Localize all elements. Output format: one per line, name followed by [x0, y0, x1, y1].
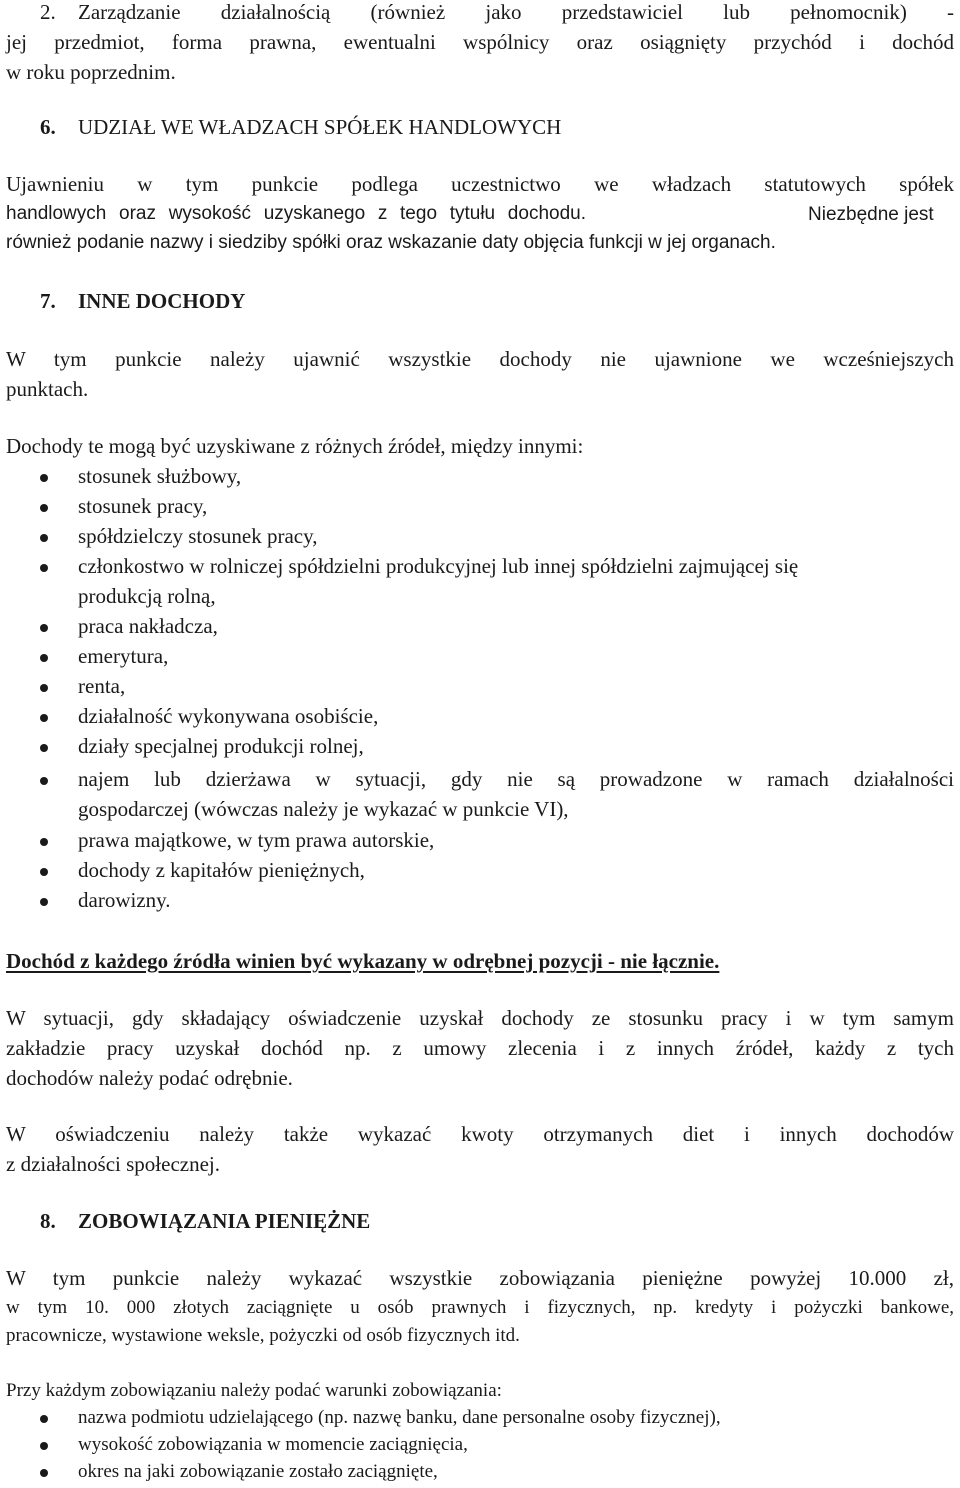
sources-lead: Dochody te mogą być uzyskiwane z różnych źródeł, między innymi: [6, 434, 584, 458]
bullet-icon [40, 654, 48, 662]
section-6-line-2: handlowych oraz wysokość uzyskanego z tego tytułu dochodu. [6, 203, 586, 224]
condition-item: okres na jaki zobowiązanie zostało zaciągnięte, [78, 1461, 438, 1482]
section-6-line-2b: Niezbędne jest [808, 204, 934, 225]
bullet-icon [40, 624, 48, 632]
bullet-icon [40, 777, 48, 785]
section-8-number: 8. [40, 1209, 56, 1233]
condition-item: wysokość zobowiązania w momencie zaciągnięcia, [78, 1434, 468, 1455]
source-item: praca nakładcza, [78, 614, 218, 638]
bullet-icon [40, 564, 48, 572]
section-7-intro-line-2: punktach. [6, 377, 89, 401]
bullet-icon [40, 534, 48, 542]
source-item-continuation: produkcją rolną, [78, 584, 216, 608]
bullet-icon [40, 1469, 48, 1477]
section-6-line-1: Ujawnieniu w tym punkcie podlega uczestnictwo we władzach statutowych spółek [6, 172, 954, 196]
section-7-intro-line-1: W tym punkcie należy ujawnić wszystkie dochody nie ujawnione we wcześniejszych [6, 347, 954, 371]
source-item: działalność wykonywana osobiście, [78, 704, 379, 728]
section-8-title: ZOBOWIĄZANIA PIENIĘŻNE [78, 1209, 371, 1233]
para2-line-2: z działalności społecznej. [6, 1152, 220, 1176]
bullet-icon [40, 504, 48, 512]
bullet-icon [40, 684, 48, 692]
section-6-title: UDZIAŁ WE WŁADZACH SPÓŁEK HANDLOWYCH [78, 115, 562, 139]
source-item: renta, [78, 674, 126, 698]
section-7-number: 7. [40, 289, 56, 313]
source-item: stosunek pracy, [78, 494, 208, 518]
item-2-line-1: Zarządzanie działalnością (również jako przedstawiciel lub pełnomocnik) - [78, 0, 954, 24]
source-item: stosunek służbowy, [78, 464, 242, 488]
bullet-icon [40, 474, 48, 482]
bullet-icon [40, 714, 48, 722]
bullet-icon [40, 838, 48, 846]
section-8-line-1: W tym punkcie należy wykazać wszystkie zobowiązania pieniężne powyżej 10.000 zł, [6, 1266, 954, 1290]
source-item: działy specjalnej produkcji rolnej, [78, 734, 364, 758]
bullet-icon [40, 1442, 48, 1450]
section-6-number: 6. [40, 115, 56, 139]
source-item: emerytura, [78, 644, 169, 668]
section-8-line-2: w tym 10. 000 złotych zaciągnięte u osób prawnych i fizycznych, np. kredyty i pożyczki bankowe, [6, 1297, 954, 1318]
source-item: prawa majątkowe, w tym prawa autorskie, [78, 828, 435, 852]
bullet-icon [40, 744, 48, 752]
para1-line-1: W sytuacji, gdy składający oświadczenie uzyskał dochody ze stosunku pracy i w tym samym [6, 1006, 954, 1030]
section-8-line-3: pracownicze, wystawione weksle, pożyczki od osób fizycznych itd. [6, 1325, 520, 1346]
emphasis-note: Dochód z każdego źródła winien być wykazany w odrębnej pozycji - nie łącznie. [6, 949, 720, 973]
condition-item: nazwa podmiotu udzielającego (np. nazwę banku, dane personalne osoby fizycznej), [78, 1407, 721, 1428]
source-item: członkostwo w rolniczej spółdzielni produkcyjnej lub innej spółdzielni zajmującej się [78, 554, 799, 578]
source-item: dochody z kapitałów pieniężnych, [78, 858, 365, 882]
source-item-continuation: gospodarczej (wówczas należy je wykazać w punkcie VI), [78, 797, 569, 821]
source-item: najem lub dzierżawa w sytuacji, gdy nie są prowadzone w ramach działalności [78, 767, 954, 791]
item-2-line-3: w roku poprzednim. [6, 60, 176, 84]
item-2-number: 2. [40, 0, 56, 24]
section-7-title: INNE DOCHODY [78, 289, 246, 313]
item-2-line-2: jej przedmiot, forma prawna, ewentualni wspólnicy oraz osiągnięty przychód i dochód [6, 30, 954, 54]
para1-line-2: zakładzie pracy uzyskał dochód np. z umowy zlecenia i z innych źródeł, każdy z tych [6, 1036, 954, 1060]
bullet-icon [40, 1415, 48, 1423]
source-item: spółdzielczy stosunek pracy, [78, 524, 318, 548]
para1-line-3: dochodów należy podać odrębnie. [6, 1066, 293, 1090]
para2-line-1: W oświadczeniu należy także wykazać kwoty otrzymanych diet i innych dochodów [6, 1122, 954, 1146]
source-item: darowizny. [78, 888, 171, 912]
bullet-icon [40, 868, 48, 876]
conditions-lead: Przy każdym zobowiązaniu należy podać warunki zobowiązania: [6, 1380, 502, 1401]
bullet-icon [40, 898, 48, 906]
section-6-line-3: również podanie nazwy i siedziby spółki oraz wskazanie daty objęcia funkcji w jej organach. [6, 232, 776, 253]
